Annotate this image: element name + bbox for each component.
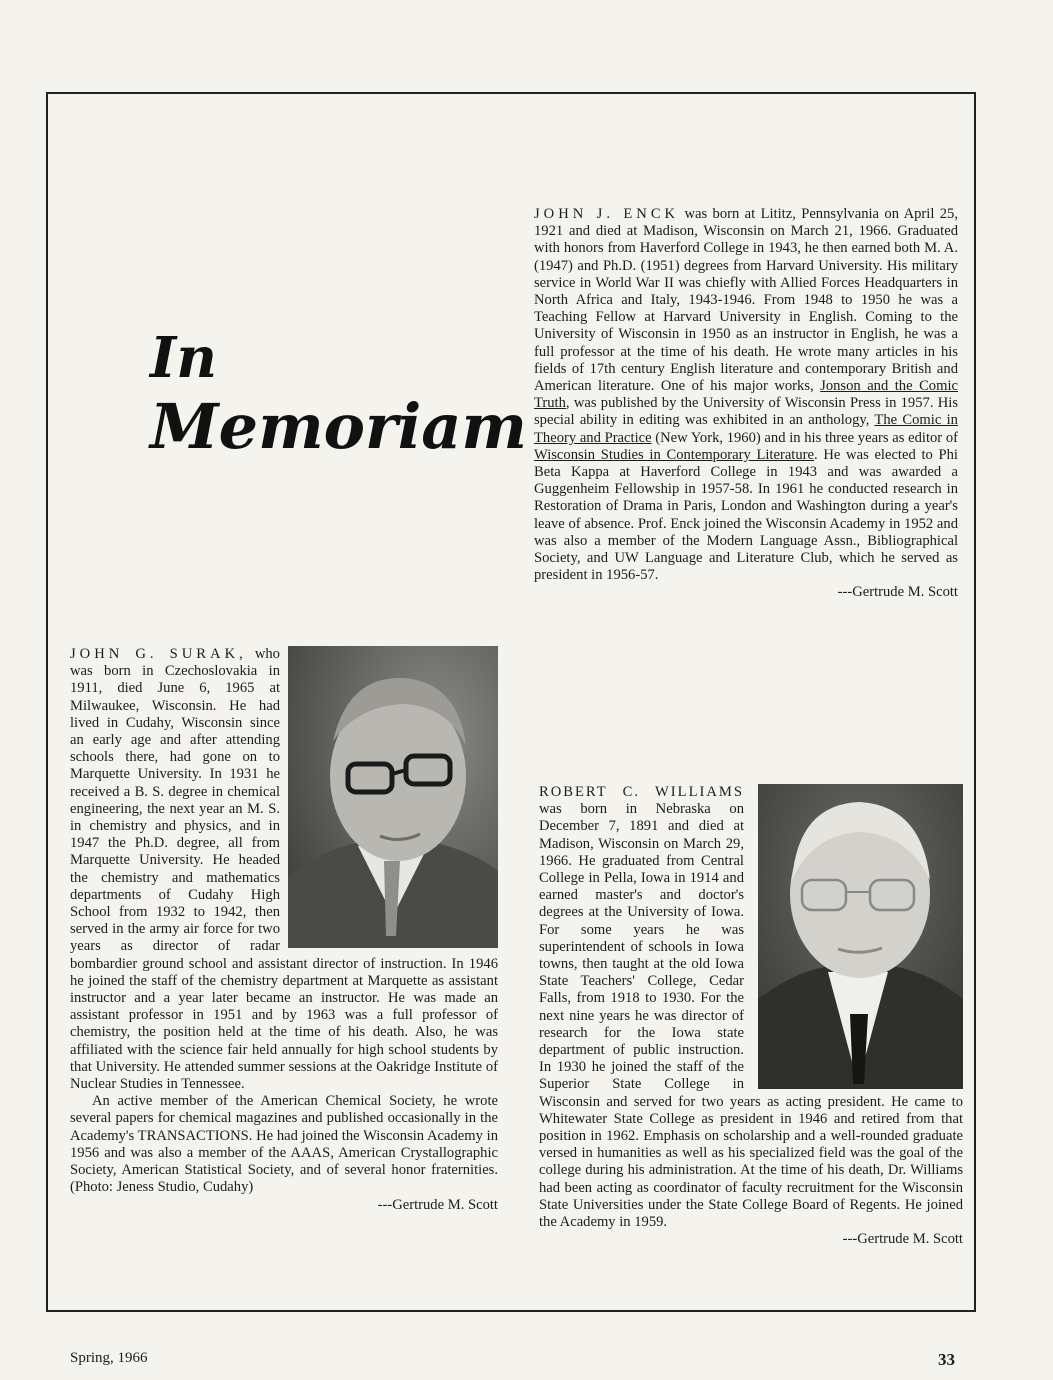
title-line-1: In (150, 325, 217, 391)
surak-body-2: An active member of the American Chemical Society, he wrote several papers for chemical magazines and published occasionally in the Academy's TRANSACTIONS. He had joined the Wisconsin Academy in 1956 and was also a member of the AAAS, American Crystallographic Society, American Statistical Society, and of several honor fraternities. (Photo: Jeness Studio, Cudahy) (70, 1093, 498, 1196)
enck-signature: ---Gertrude M. Scott (837, 584, 958, 601)
surak-body-1: who was born in Czechoslovakia in 1911, died June 6, 1965 at Milwaukee, Wisconsin. He had lived in Cudahy, Wisconsin since an early age and after attending schools there, had gone on to Marquette University. In 1931 he received a B. S. degree in chemical engineering, the next year an M. S. in chemistry and physics, and in 1947 the Ph.D. degree, all from Marquette University. He headed the chemistry and mathematics departments of Cudahy High School from 1932 to 1942, then served in the army air force for two years as director of radar bombardier ground school and assistant director of instruction. In 1946 he joined the staff of the chemistry department at Marquette as assistant instructor and a year later became an instructor. He was made an assistant professor in 1951 and by 1963 was a full professor of chemistry, the position held at the time of his death. Also, he was affiliated with the science fair held annually for high school students by that University. He attended summer sessions at the Oakridge Institute of Nuclear Studies in Tennessee. (70, 646, 498, 1093)
enck-obituary (534, 206, 958, 602)
enck-body-4: . He was elected to Phi Beta Kappa at Haverford College in 1943 and was awarded a Guggenheim Fellowship in 1957-58. In 1961 he conducted research in Restoration of Drama in Paris, London and Washington during a year's leave of absence. Prof. Enck joined the Wisconsin Academy in 1952 and was also a member of the Modern Language Assn., Bibliographical Society, and UW Language and Literature Club, which he served as president in 1956-57. (534, 446, 958, 584)
williams-body-1: was born in Nebraska on December 7, 1891 and died at Madison, Wisconsin on March 29, 1966. He graduated from Central College in Pella, Iowa in 1914 and earned master's and doctor's degrees at the University of Iowa. For some years he was superintendent of schools in Iowa towns, then taught at the old Iowa State Teachers' College, Cedar Falls, from 1918 to 1930. For the next nine years he was director of research for the Iowa state department of public instruction. In 1930 he joined the staff of the Superior State College in Wisconsin and served for two years as acting president. He came to Whitewater State College as president in 1946 and retired from that position in 1962. Emphasis on scholarship and a well-rounded graduate versed in humanities as well as his specialized field was the goal of the college during his administration. At the time of his death, Dr. Williams had been acting as coordinator of faculty recruitment for the Wisconsin State Universities under the State College Board of Regents. He joined the Academy in 1959. (539, 801, 963, 1231)
in-memoriam-title (150, 325, 528, 463)
williams-signature: ---Gertrude M. Scott (842, 1231, 963, 1248)
title-line-2: Memoriam (150, 390, 528, 463)
enck-work-2: The Comic in Theory and Practice (534, 412, 958, 446)
page-number: 33 (938, 1350, 955, 1369)
enck-body-1: was born at Lititz, Pennsylvania on April 25, 1921 and died at Madison, Wisconsin on March 21, 1966. Graduated with honors from Haverford College in 1943, he then earned both M. A. (1947) and Ph.D. (1951) degrees from Harvard University. His military service in World War II was chiefly with Allied Forces Headquarters in North Africa and Italy, 1943-1946. From 1948 to 1950 he was a Teaching Fellow at Harvard University in English. Coming to the University of Wisconsin in 1950 as an instructor in English, he was a full professor at the time of his death. He wrote many articles in his fields of 17th century English literature and contemporary British and American literature. One of his major works, (534, 206, 958, 395)
surak-obituary (70, 646, 498, 1214)
enck-body-3: (New York, 1960) and in his three years as editor of (651, 429, 959, 446)
surak-name: JOHN G. SURAK, (70, 646, 247, 662)
surak-portrait (288, 646, 498, 948)
surak-photo (288, 646, 498, 948)
enck-name: JOHN J. ENCK (534, 206, 680, 222)
footer-issue: Spring, 1966 (70, 1350, 148, 1366)
williams-name: ROBERT C. WILLIAMS (539, 784, 744, 800)
williams-portrait (758, 784, 963, 1089)
enck-work-1: Jonson and the Comic Truth (534, 378, 958, 412)
enck-work-3: Wisconsin Studies in Contemporary Literature (534, 446, 814, 463)
williams-photo (758, 784, 963, 1089)
enck-body-2: , was published by the University of Wisconsin Press in 1957. His special ability in editing was exhibited in an anthology, (534, 395, 958, 429)
williams-obituary (539, 784, 963, 1248)
surak-signature: ---Gertrude M. Scott (377, 1196, 498, 1213)
